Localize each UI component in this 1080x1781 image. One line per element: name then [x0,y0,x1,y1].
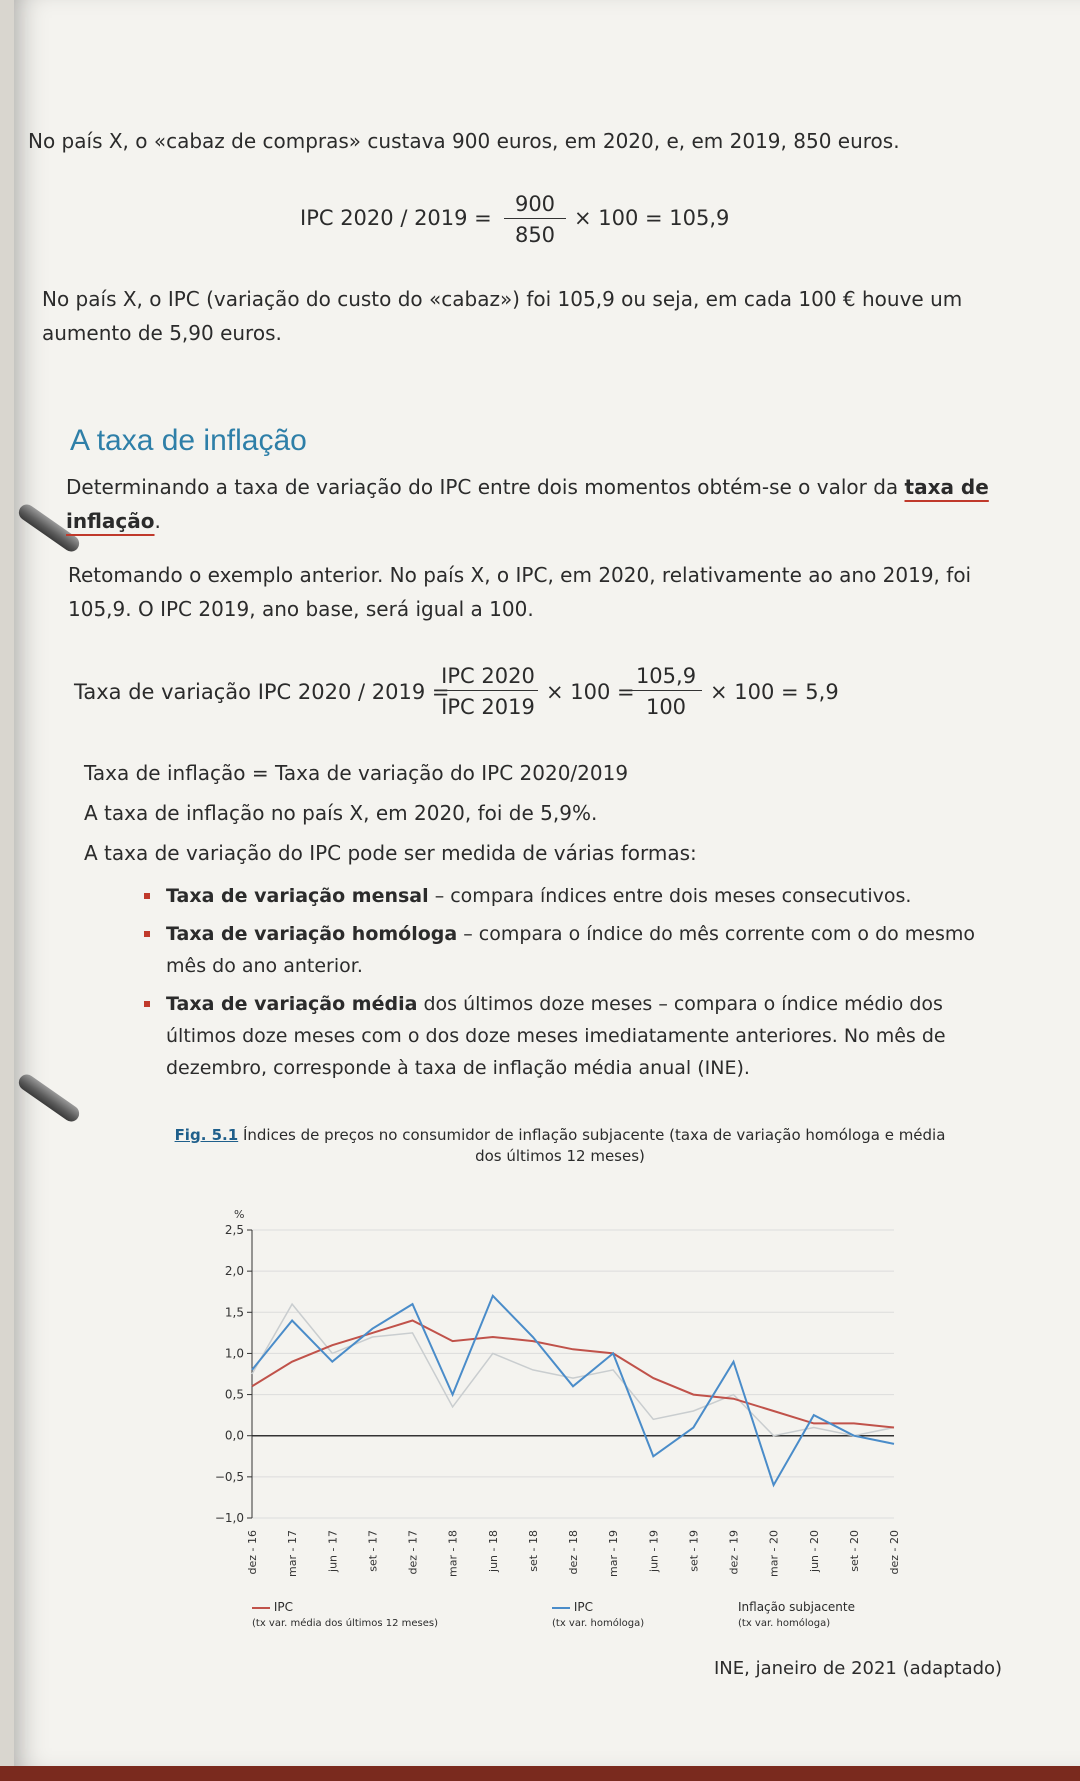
y-tick-label: 0,0 [224,1428,244,1443]
section-title: A taxa de inflação [70,424,307,457]
equation-1-fraction: $\frac{900}{850}$ [504,192,566,247]
x-tick-label: set - 20 [847,1530,861,1572]
y-tick-label: 0,5 [224,1387,244,1402]
inflation-definition-line: Taxa de inflação = Taxa de variação do IPC 2020/2019 [84,761,629,785]
figure-source: INE, janeiro de 2021 (adaptado) [714,1658,1003,1679]
x-tick-label: dez - 19 [727,1530,741,1575]
inflation-result-line: A taxa de inflação no país X, em 2020, foi de 5,9%. [84,801,598,825]
y-tick-label: 1,0 [224,1346,244,1361]
legend-swatch [552,1607,570,1609]
x-tick-label: dez - 18 [567,1530,580,1575]
inflation-line-chart [194,1200,914,1600]
x-tick-label: mar - 18 [446,1530,460,1577]
x-tick-label: set - 17 [366,1530,380,1572]
intro-sentence: No país X, o «cabaz de compras» custava 900 euros, em 2020, e, em 2019, 850 euros. [28,129,900,153]
x-tick-label: mar - 17 [286,1530,300,1577]
figure-label: Fig. 5.1 [174,1126,239,1144]
list-item: Taxa de variação média dos últimos doze meses – compara o índice médio dos últimos doze meses com o dos doze meses imediatamente anteriores. No mês de dezembro, corresponde à taxa de inflação média anual (INE). [144,988,994,1084]
legend-series-1: IPC (tx var. média dos últimos 12 meses) [252,1600,439,1629]
y-tick-label: −0,5 [214,1469,244,1484]
x-tick-label: set - 19 [687,1530,701,1572]
intro-conclusion: No país X, o IPC (variação do custo do «cabaz») foi 105,9 ou seja, em cada 100 € houve um aumento de 5,90 euros. [42,287,963,345]
x-tick-label: dez - 20 [888,1530,901,1575]
measurement-intro-line: A taxa de variação do IPC pode ser medida de várias formas: [84,841,697,865]
y-tick-label: 2,0 [224,1264,244,1279]
x-tick-label: mar - 19 [607,1530,621,1577]
series-line-3 [252,1304,894,1436]
x-tick-label: set - 18 [526,1530,540,1572]
equation-2-mid: × 100 = [546,680,635,704]
x-tick-label: jun - 18 [486,1530,500,1572]
legend-series-3: Inflação subjacente (tx var. homóloga) [738,1600,855,1629]
equation-1-left: IPC 2020 / 2019 = [300,206,492,230]
example-paragraph: Retomando o exemplo anterior. No país X, o IPC, em 2020, relativamente ao ano 2019, foi 105,9. O IPC 2019, ano base, será igual a 100. [68,563,972,621]
x-tick-label: dez - 17 [406,1530,420,1575]
equation-2-right: × 100 = 5,9 [710,680,839,704]
inflation-rate-term: taxa de inflação [66,475,989,533]
binder-ring [16,1071,83,1124]
series-line-2 [252,1296,894,1485]
page-bottom-edge [0,1766,1080,1781]
y-axis-unit: % [234,1208,245,1221]
legend-series-2: IPC (tx var. homóloga) [552,1600,645,1629]
series-line-1 [252,1321,894,1428]
x-tick-label: jun - 20 [807,1530,821,1572]
textbook-page [14,0,1080,1766]
y-tick-label: 2,5 [224,1223,244,1237]
y-tick-label: −1,0 [214,1511,244,1525]
list-item: Taxa de variação homóloga – compara o índice do mês corrente com o do mesmo mês do ano anterior. [144,918,994,982]
y-tick-label: 1,5 [224,1305,244,1320]
x-tick-label: jun - 19 [647,1530,661,1572]
figure-caption: Fig. 5.1 Índices de preços no consumidor de inflação subjacente (taxa de variação homóloga e média dos últimos 12 meses) [174,1126,946,1165]
equation-2-fraction-2: $\frac{105,9}{100}$ [630,664,702,719]
definition-paragraph: Determinando a taxa de variação do IPC entre dois momentos obtém-se o valor da taxa de inflação. [66,475,989,533]
x-tick-label: jun - 17 [326,1530,340,1572]
equation-2-fraction-1: IPC 2020 IPC 2019 [438,664,538,719]
equation-2-left: Taxa de variação IPC 2020 / 2019 = [74,680,450,704]
equation-1-right: × 100 = 105,9 [574,206,730,230]
x-tick-label: mar - 20 [767,1530,781,1577]
list-item: Taxa de variação mensal – compara índices entre dois meses consecutivos. [144,880,994,912]
x-tick-label: dez - 16 [246,1530,259,1575]
measurement-list [144,880,994,1090]
legend-swatch [252,1607,270,1609]
